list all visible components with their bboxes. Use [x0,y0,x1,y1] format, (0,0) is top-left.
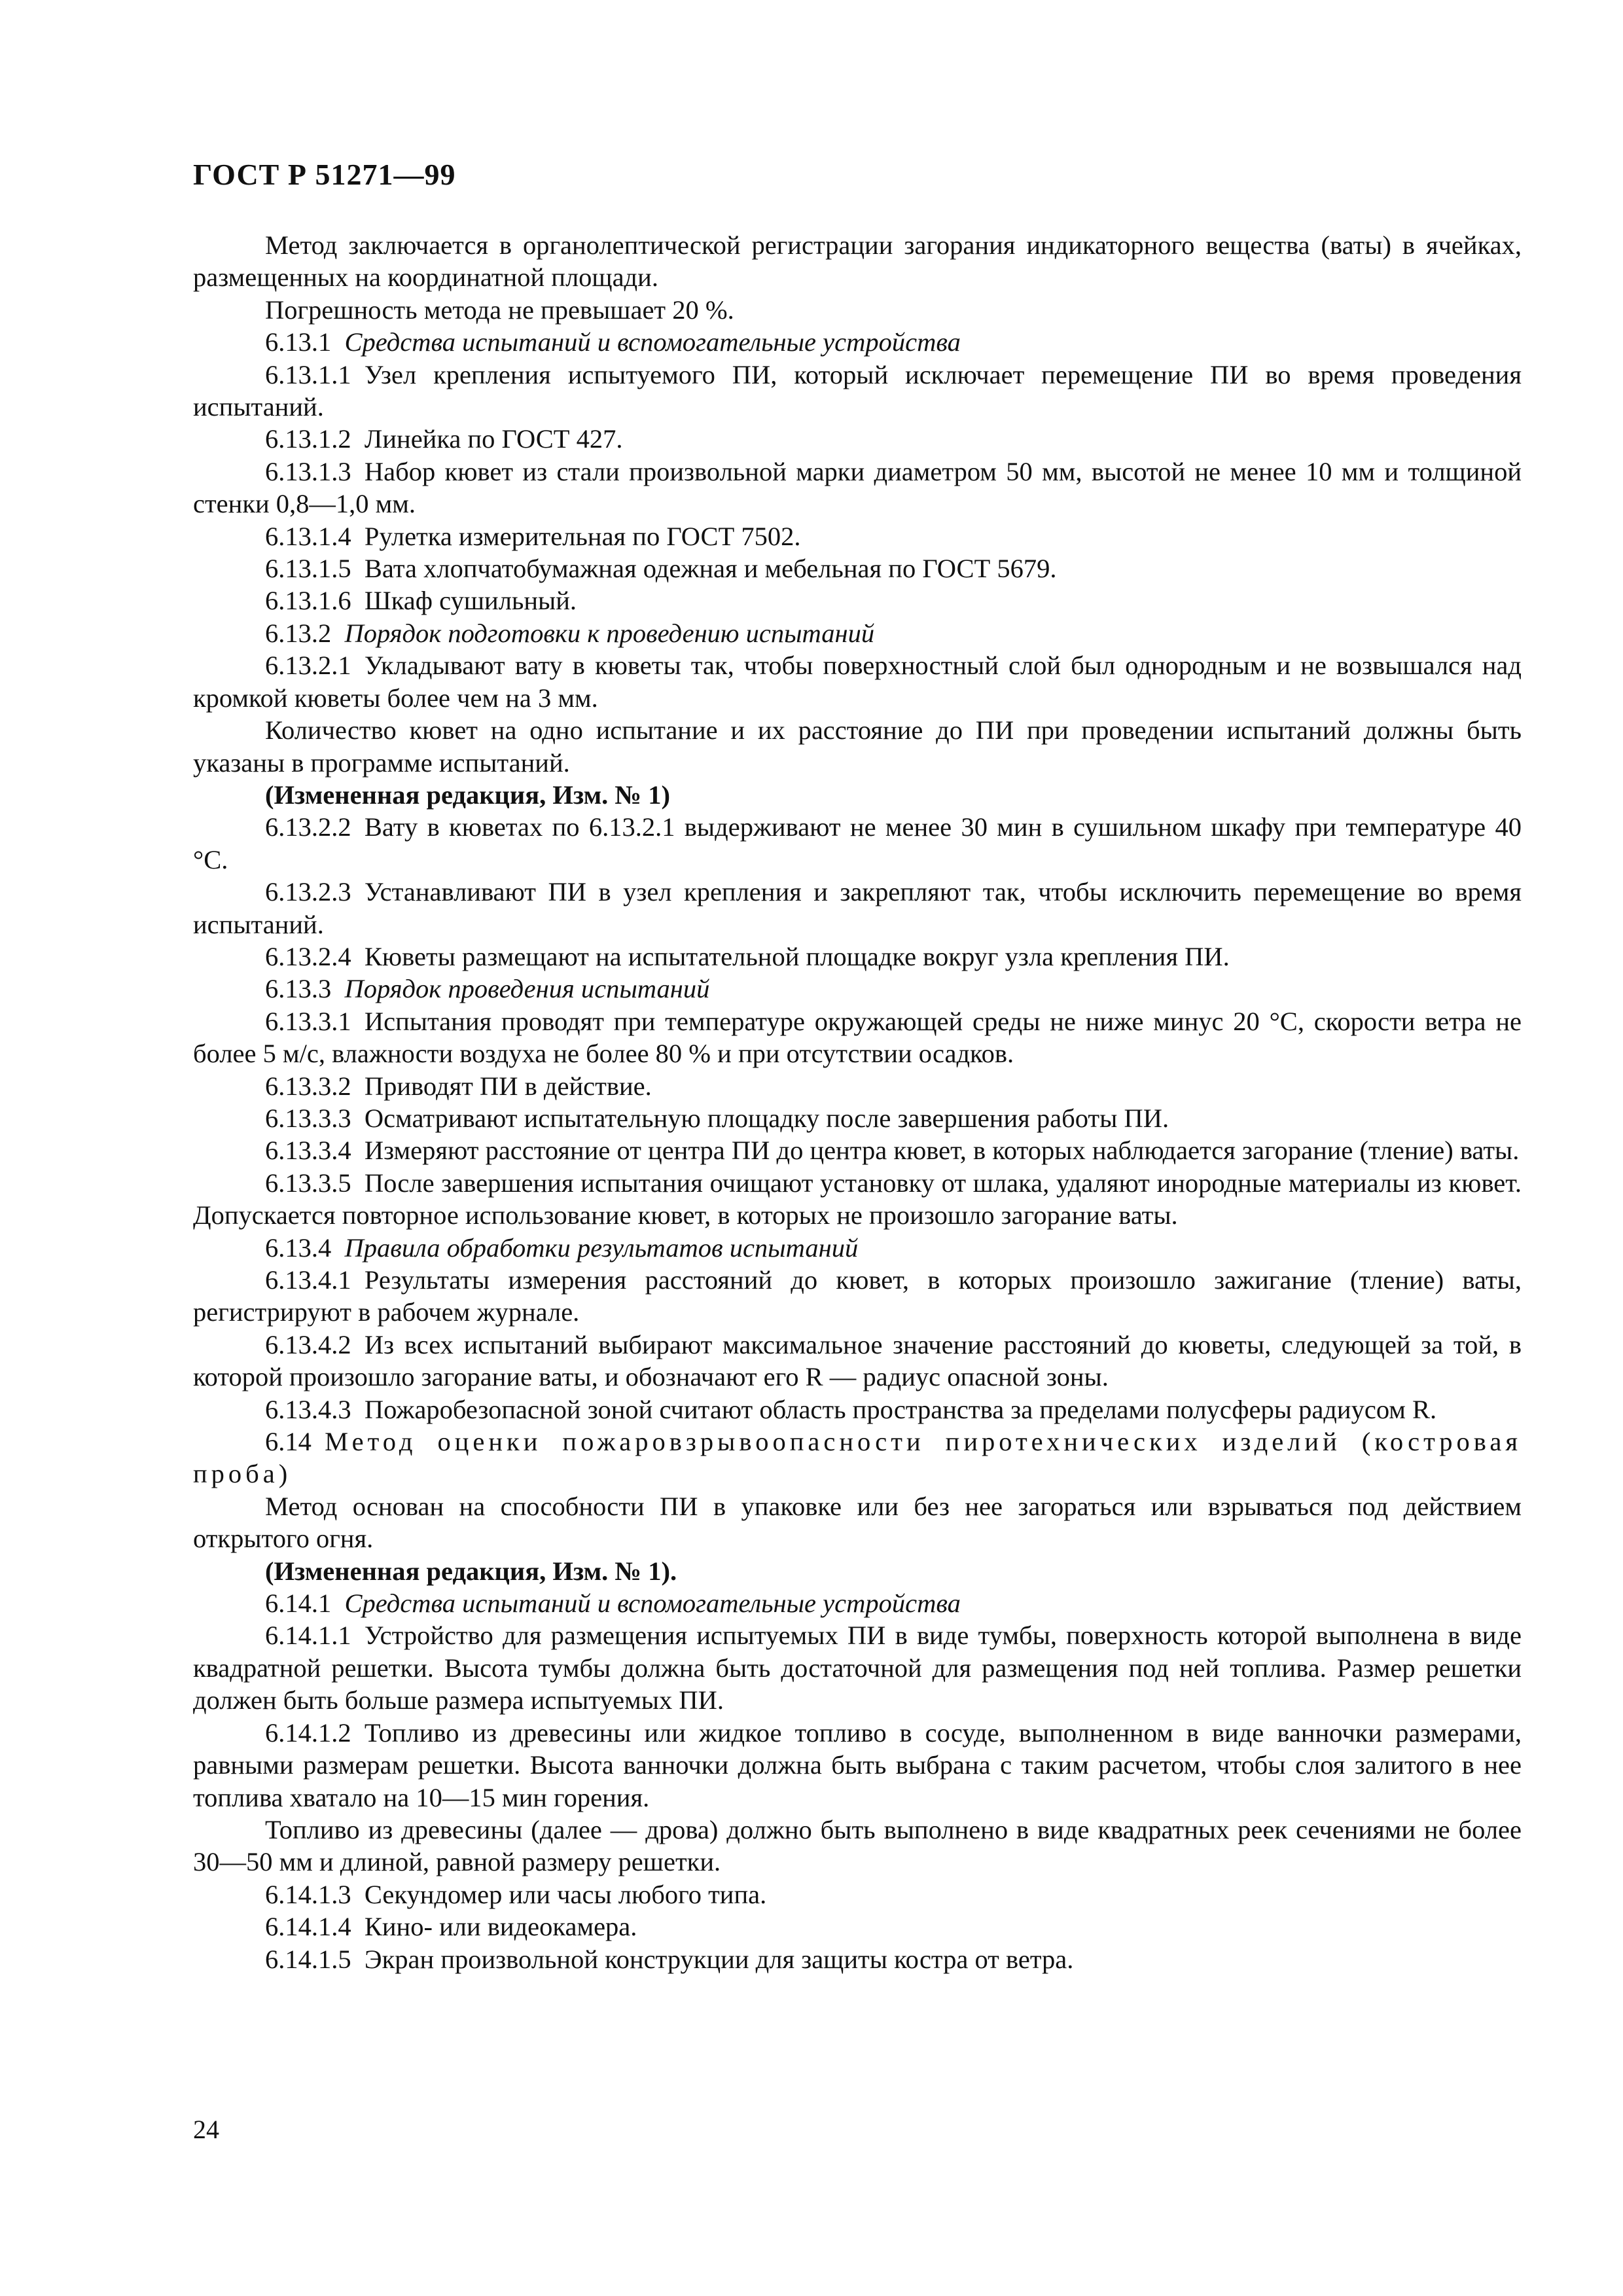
clause-number: 6.13.4.2 [265,1329,351,1359]
paragraph [193,520,1522,552]
clause-number: 6.13.1.1 [265,359,351,389]
paragraph-text: Метод оценки пожаровзрывоопасности пиротехнических изделий (костровая проба) [193,1427,1522,1489]
paragraph-text: Испытания проводят при температуре окружающей среды не ниже минус 20 °С, скорости ветра не более 5 м/с, влажности воздуха не более 80 % и при отсутствии осадков. [193,1006,1522,1069]
paragraph-text: Средства испытаний и вспомогательные устройства [344,1588,961,1619]
paragraph-text: Метод основан на способности ПИ в упаковке или без нее загораться или взрываться под действием открытого огня. [193,1491,1522,1554]
paragraph [193,584,1522,617]
paragraph [193,779,1522,811]
paragraph-text: Измеряют расстояние от центра ПИ до центра кювет, в которых наблюдается загорание (тление) ваты. [364,1136,1520,1166]
paragraph [193,1232,1522,1264]
paragraph-text: Топливо из древесины (далее — дрова) должно быть выполнено в виде квадратных реек сечениями не более 30—50 мм и длиной, равной размеру решетки. [193,1814,1522,1877]
paragraph [193,294,1522,326]
paragraph [193,649,1522,714]
paragraph-text: Правила обработки результатов испытаний [344,1232,859,1263]
paragraph-text: Осматривают испытательную площадку после завершения работы ПИ. [364,1103,1169,1133]
paragraph [193,1555,1522,1587]
document-body [193,229,1522,1975]
paragraph [193,552,1522,584]
paragraph [193,1070,1522,1102]
clause-number: 6.13.1 [265,327,332,357]
paragraph [193,1393,1522,1426]
clause-number: 6.14 [265,1427,312,1457]
clause-number: 6.13.4 [265,1232,332,1263]
paragraph [193,1619,1522,1716]
paragraph [193,229,1522,294]
clause-number: 6.14.1 [265,1588,332,1619]
paragraph-text: Рулетка измерительная по ГОСТ 7502. [364,521,801,551]
paragraph [193,1264,1522,1329]
paragraph-text: Секундомер или часы любого типа. [364,1879,767,1909]
paragraph [193,714,1522,779]
paragraph [193,1910,1522,1943]
clause-number: 6.14.1.1 [265,1621,351,1651]
clause-number: 6.14.1.5 [265,1944,351,1974]
paragraph [193,1426,1522,1490]
clause-number: 6.13.3.1 [265,1006,351,1036]
paragraph-text: Кюветы размещают на испытательной площадке вокруг узла крепления ПИ. [364,941,1230,971]
clause-number: 6.13.2.4 [265,941,351,971]
paragraph [193,617,1522,649]
clause-number: 6.14.1.4 [265,1912,351,1942]
paragraph-text: Вату в кюветах по 6.13.2.1 выдерживают не менее 30 мин в сушильном шкафу при температуре 40 °С. [193,812,1522,874]
paragraph [193,1102,1522,1134]
paragraph [193,1943,1522,1975]
paragraph-text: Количество кювет на одно испытание и их расстояние до ПИ при проведении испытаний должны быть указаны в программе испытаний. [193,715,1522,778]
paragraph-text: Порядок подготовки к проведению испытаний [344,618,875,648]
paragraph-text: Линейка по ГОСТ 427. [364,424,623,454]
paragraph-text: Порядок проведения испытаний [344,974,710,1004]
clause-number: 6.13.3 [265,974,332,1004]
paragraph [193,456,1522,520]
paragraph-text: Устройство для размещения испытуемых ПИ в виде тумбы, поверхность которой выполнена в виде квадратной решетки. Высота тумбы должна быть достаточной для размещения под ней топлива. Размер решетки должен быть больше размера испытуемых ПИ. [193,1621,1522,1715]
paragraph-text: Результаты измерения расстояний до кювет, в которых произошло зажигание (тление) ваты, регистрируют в рабочем журнале. [193,1265,1522,1327]
paragraph-text: Набор кювет из стали произвольной марки диаметром 50 мм, высотой не менее 10 мм и толщиной стенки 0,8—1,0 мм. [193,456,1522,519]
clause-number: 6.13.4.3 [265,1394,351,1424]
paragraph-text: Шкаф сушильный. [364,586,577,616]
paragraph-text: Укладывают вату в кюветы так, чтобы поверхностный слой был однородным и не возвышался над кромкой кюветы более чем на 3 мм. [193,651,1522,713]
clause-number: 6.13.3.5 [265,1168,351,1198]
page-number: 24 [193,2115,219,2144]
paragraph [193,326,1522,358]
paragraph [193,1134,1522,1166]
clause-number: 6.13.1.2 [265,424,351,454]
clause-number: 6.13.1.5 [265,554,351,584]
paragraph-text: Пожаробезопасной зоной считают область пространства за пределами полусферы радиусом R. [364,1394,1437,1424]
clause-number: 6.13.1.6 [265,586,351,616]
clause-number: 6.14.1.3 [265,1879,351,1909]
clause-number: 6.14.1.2 [265,1717,351,1748]
clause-number: 6.13.1.4 [265,521,351,551]
paragraph [193,1814,1522,1878]
clause-number: 6.13.3.2 [265,1071,351,1101]
paragraph-text: Экран произвольной конструкции для защиты костра от ветра. [364,1944,1074,1974]
paragraph-text: (Измененная редакция, Изм. № 1) [265,780,670,810]
paragraph [193,811,1522,876]
paragraph [193,1167,1522,1232]
clause-number: 6.13.1.3 [265,456,351,486]
paragraph-text: Погрешность метода не превышает 20 %. [265,295,734,325]
paragraph-text: Метод заключается в органолептической регистрации загорания индикаторного вещества (ваты) в ячейках, размещенных на координатной площади. [193,230,1522,293]
paragraph [193,359,1522,423]
clause-number: 6.13.3.4 [265,1136,351,1166]
document-header: ГОСТ Р 51271—99 [193,158,456,191]
clause-number: 6.13.2.3 [265,877,351,907]
paragraph [193,1878,1522,1910]
paragraph-text: Средства испытаний и вспомогательные устройства [344,327,961,357]
paragraph-text: Топливо из древесины или жидкое топливо в сосуде, выполненном в виде ванночки размерами, равными размерам решетки. Высота ванночки должна быть выбрана с таким расчетом, чтобы слоя залитого в нее топлива хватало на 10—15 мин горения. [193,1717,1522,1812]
paragraph [193,1005,1522,1070]
clause-number: 6.13.2.2 [265,812,351,842]
paragraph [193,423,1522,455]
paragraph-text: Узел крепления испытуемого ПИ, который исключает перемещение ПИ во время проведения испытаний. [193,359,1522,422]
paragraph-text: После завершения испытания очищают установку от шлака, удаляют инородные материалы из кювет. Допускается повторное использование кювет, в которых не произошло загорание ваты. [193,1168,1522,1230]
paragraph-text: Кино- или видеокамера. [364,1912,637,1942]
paragraph [193,941,1522,973]
clause-number: 6.13.3.3 [265,1103,351,1133]
paragraph [193,1490,1522,1555]
paragraph [193,1717,1522,1814]
paragraph-text: Из всех испытаний выбирают максимальное значение расстояний до кюветы, следующей за той, в которой произошло загорание ваты, и обозначают его R — радиус опасной зоны. [193,1329,1522,1392]
paragraph [193,876,1522,941]
paragraph-text: Приводят ПИ в действие. [364,1071,652,1101]
paragraph [193,973,1522,1005]
clause-number: 6.13.4.1 [265,1265,351,1295]
paragraph-text: (Измененная редакция, Изм. № 1). [265,1556,677,1586]
paragraph [193,1329,1522,1393]
clause-number: 6.13.2 [265,618,332,648]
paragraph-text: Вата хлопчатобумажная одежная и мебельная по ГОСТ 5679. [364,554,1057,584]
paragraph [193,1587,1522,1619]
clause-number: 6.13.2.1 [265,651,351,681]
paragraph-text: Устанавливают ПИ в узел крепления и закрепляют так, чтобы исключить перемещение во время испытаний. [193,877,1522,939]
